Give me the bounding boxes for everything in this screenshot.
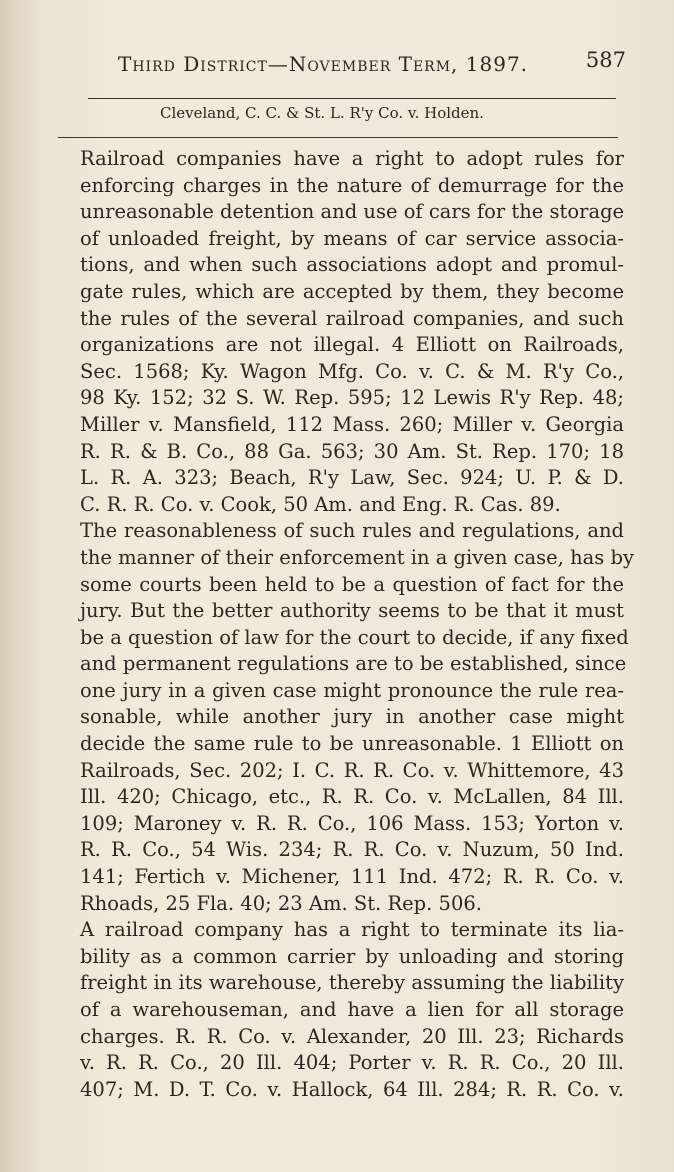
paragraph bbox=[56, 518, 634, 917]
text-line: one jury in a given case might pronounce the rule rea- bbox=[80, 678, 624, 702]
text-line: jury. But the better authority seems to be that it must bbox=[80, 599, 624, 623]
text-line: decide the same rule to be unreasonable. 1 Elliott on bbox=[80, 732, 624, 756]
paragraph bbox=[56, 917, 624, 1103]
body-text bbox=[56, 146, 634, 1103]
text-line: of unloaded freight, by means of car service associa- bbox=[80, 226, 624, 250]
text-line: Rhoads, 25 Fla. 40; 23 Am. St. Rep. 506. bbox=[80, 891, 482, 915]
text-line: bility as a common carrier by unloading and storing bbox=[80, 944, 624, 968]
page-number: 587 bbox=[585, 48, 626, 72]
header-rule-bottom bbox=[58, 137, 618, 138]
text-line: Railroad companies have a right to adopt rules for bbox=[80, 147, 624, 170]
text-line: 109; Maroney v. R. R. Co., 106 Mass. 153; Yorton v. bbox=[80, 811, 624, 835]
text-line: of a warehouseman, and have a lien for all storage bbox=[80, 998, 624, 1021]
text-line: v. R. R. Co., 20 Ill. 404; Porter v. R. R. Co., 20 Ill. bbox=[80, 1051, 624, 1075]
text-line: R. R. & B. Co., 88 Ga. 563; 30 Am. St. Rep. 170; 18 bbox=[80, 439, 624, 463]
text-line: unreasonable detention and use of cars for the storage bbox=[80, 200, 625, 224]
text-line: 98 Ky. 152; 32 S. W. Rep. 595; 12 Lewis R'y Rep. 48; bbox=[80, 386, 624, 410]
text-line: be a question of law for the court to decide, if any fixed bbox=[80, 625, 629, 649]
text-line: Ill. 420; Chicago, etc., R. R. Co. v. McLallen, 84 Ill. bbox=[80, 785, 624, 809]
header-rule-top bbox=[88, 98, 616, 99]
text-line: 141; Fertich v. Michener, 111 Ind. 472; R. R. Co. v. bbox=[80, 865, 624, 889]
text-line: charges. R. R. Co. v. Alexander, 20 Ill. 23; Richards bbox=[80, 1024, 624, 1048]
text-line: C. R. R. Co. v. Cook, 50 Am. and Eng. R. Cas. 89. bbox=[80, 492, 561, 516]
text-line: and permanent regulations are to be established, since bbox=[80, 652, 627, 676]
text-line: L. R. A. 323; Beach, R'y Law, Sec. 924; U. P. & D. bbox=[80, 466, 624, 490]
text-line: Sec. 1568; Ky. Wagon Mfg. Co. v. C. & M. R'y Co., bbox=[80, 359, 624, 383]
case-title: Cleveland, C. C. & St. L. R'y Co. v. Holden. bbox=[160, 104, 484, 122]
text-line: R. R. Co., 54 Wis. 234; R. R. Co. v. Nuzum, 50 Ind. bbox=[80, 838, 624, 862]
text-line: 407; M. D. T. Co. v. Hallock, 64 Ill. 284; R. R. Co. v. bbox=[80, 1077, 624, 1101]
text-line: Railroads, Sec. 202; I. C. R. R. Co. v. Whittemore, 43 bbox=[80, 758, 624, 782]
text-line: The reasonableness of such rules and regulations, and bbox=[80, 519, 624, 543]
running-head: Third District—November Term, 1897. bbox=[118, 52, 529, 76]
text-line: freight in its warehouse, thereby assuming the liability bbox=[80, 971, 624, 995]
text-line: sonable, while another jury in another case might bbox=[80, 705, 624, 729]
text-line: gate rules, which are accepted by them, they become bbox=[80, 279, 624, 303]
text-line: organizations are not illegal. 4 Elliott on Railroads, bbox=[80, 333, 624, 357]
text-line: Miller v. Mansfield, 112 Mass. 260; Miller v. Georgia bbox=[80, 412, 624, 436]
text-line: some courts been held to be a question of fact for the bbox=[80, 572, 624, 596]
text-line: the rules of the several railroad companies, and such bbox=[80, 306, 624, 330]
text-line: the manner of their enforcement in a given case, has by bbox=[80, 545, 634, 569]
text-line: enforcing charges in the nature of demurrage for the bbox=[80, 173, 624, 197]
page-header bbox=[118, 42, 638, 82]
text-line: tions, and when such associations adopt and promul- bbox=[80, 253, 624, 277]
paragraph bbox=[56, 146, 624, 518]
text-line: A railroad company has a right to terminate its lia- bbox=[80, 918, 624, 942]
